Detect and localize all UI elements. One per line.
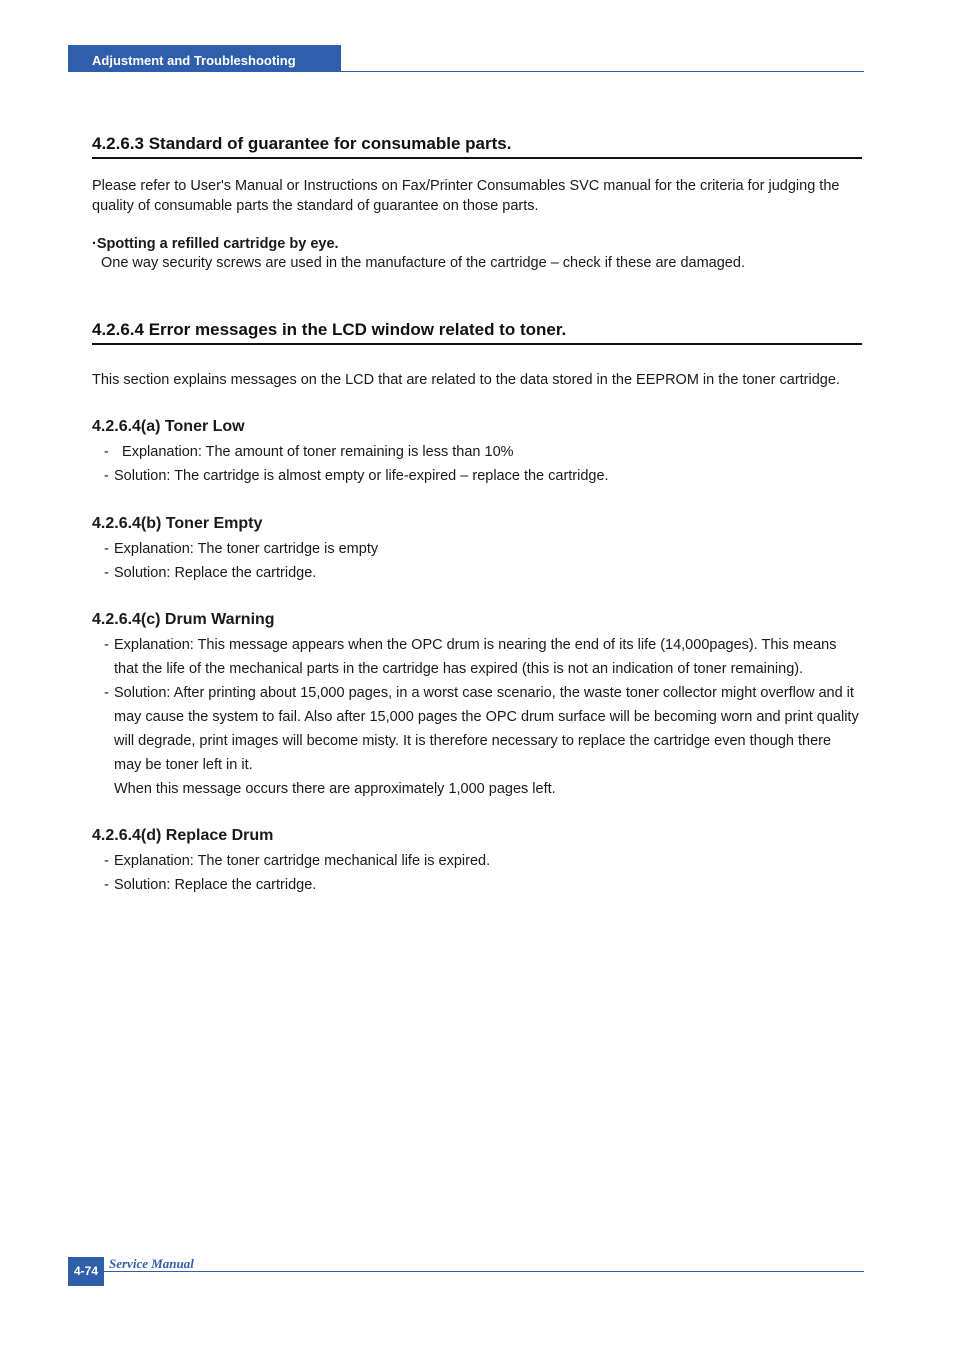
footer-page-number: 4-74 — [68, 1257, 104, 1286]
list-item: - Explanation: This message appears when the OPC drum is nearing the end of its life (14,000pages). This means that the life of the mechanical parts in the cartridge has expired (this is not an indication of toner remaining). — [104, 637, 837, 677]
refilled-cartridge-bullet-heading: ·Spotting a refilled cartridge by eye. — [92, 236, 339, 252]
refilled-cartridge-bullet-text: One way security screws are used in the manufacture of the cartridge – check if these are damaged. — [101, 255, 745, 271]
subsection-title-toner-empty: 4.2.6.4(b) Toner Empty — [92, 515, 263, 532]
list-item: - Solution: Replace the cartridge. — [104, 565, 317, 581]
subsection-title-replace-drum: 4.2.6.4(d) Replace Drum — [92, 827, 274, 844]
drum-warning-note: When this message occurs there are approximately 1,000 pages left. — [114, 781, 556, 797]
subsection-title-drum-warning: 4.2.6.4(c) Drum Warning — [92, 611, 275, 628]
lcd-error-intro-paragraph: This section explains messages on the LCD that are related to the data stored in the EEPROM in the toner cartridge. — [92, 372, 840, 388]
section-title-lcd-error-messages: 4.2.6.4 Error messages in the LCD window related to toner. — [92, 320, 862, 345]
replace-drum-list — [104, 849, 864, 897]
subsection-title-toner-low: 4.2.6.4(a) Toner Low — [92, 418, 245, 435]
footer-rule — [104, 1271, 864, 1272]
list-item: - Explanation: The toner cartridge is empty — [104, 541, 379, 557]
header-section-tab: Adjustment and Troubleshooting — [68, 45, 341, 72]
drum-warning-list — [104, 633, 862, 801]
consumable-guarantee-paragraph: Please refer to User's Manual or Instructions on Fax/Printer Consumables SVC manual for the criteria for judging the quality of consumable parts the standard of guarantee on those parts. — [92, 178, 840, 214]
toner-low-list — [104, 440, 864, 488]
list-item: - Solution: The cartridge is almost empty or life-expired – replace the cartridge. — [104, 468, 609, 484]
list-item: - Solution: Replace the cartridge. — [104, 877, 317, 893]
list-item: - Explanation: The amount of toner remaining is less than 10% — [104, 444, 514, 460]
toner-empty-list — [104, 537, 864, 585]
section-title-consumable-guarantee: 4.2.6.3 Standard of guarantee for consumable parts. — [92, 134, 862, 159]
footer-manual-label: Service Manual — [109, 1256, 194, 1271]
list-item: - Explanation: The toner cartridge mechanical life is expired. — [104, 853, 491, 869]
list-item: - Solution: After printing about 15,000 pages, in a worst case scenario, the waste toner collector might overflow and it may cause the system to fail. Also after 15,000 pages the OPC drum surface will be becoming worn and print quality will degrade, print images will become misty. It is therefore necessary to replace the cartridge even though there may be toner left in it. When this message occurs there are approximately 1,000 pages left. — [104, 681, 862, 801]
header-rule — [341, 71, 864, 72]
